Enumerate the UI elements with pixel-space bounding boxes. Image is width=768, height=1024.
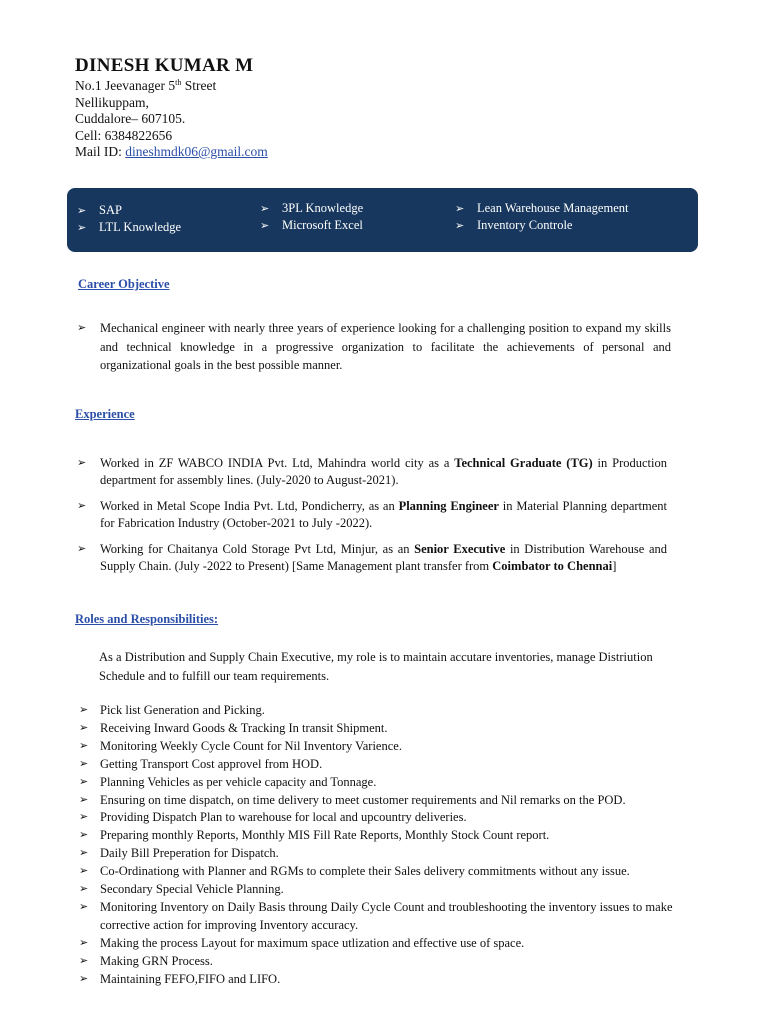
mail-label: Mail ID: — [75, 144, 126, 159]
list-item-text: Ensuring on time dispatch, on time delivery to meet customer requirements and Nil remarks on the POD. — [100, 792, 626, 807]
list-item — [75, 863, 675, 881]
list-item — [75, 809, 675, 827]
arrow-bullet-icon: ➢ — [77, 500, 87, 512]
list-item — [75, 971, 675, 989]
mail-line — [75, 144, 268, 161]
list-item-text: Monitoring Weekly Cycle Count for Nil Inventory Varience. — [100, 738, 402, 753]
experience-role: Planning Engineer — [398, 499, 499, 513]
career-objective-item — [77, 319, 671, 375]
arrow-bullet-icon: ➢ — [455, 203, 465, 215]
arrow-bullet-icon: ➢ — [77, 543, 87, 555]
list-item — [75, 881, 675, 899]
skill-label: Inventory Controle — [477, 218, 573, 232]
arrow-bullet-icon: ➢ — [77, 457, 87, 469]
arrow-bullet-icon: ➢ — [79, 847, 89, 860]
list-item-text: Secondary Special Vehicle Planning. — [100, 882, 284, 897]
address-line — [75, 78, 268, 95]
email-link[interactable]: dineshmdk06@gmail.com — [125, 144, 268, 159]
experience-text-part: in Distribution Warehouse and Supply Chain. (July -2022 to Present) [Same Management plant transfer from — [100, 542, 667, 573]
experience-item — [77, 455, 667, 489]
experience-role: Senior Executive — [414, 542, 506, 556]
list-item-text: Receiving Inward Goods & Tracking In transit Shipment. — [100, 720, 388, 735]
responsibilities-list — [75, 702, 675, 989]
locality-line: Nellikuppam, — [75, 94, 149, 110]
skill-label: SAP — [99, 203, 122, 217]
list-item-text: Getting Transport Cost approvel from HOD. — [100, 756, 323, 771]
address-superscript: th — [175, 78, 182, 87]
arrow-bullet-icon: ➢ — [79, 775, 89, 788]
roles-heading: Roles and Responsibilities: — [75, 612, 219, 626]
list-item-text: Preparing monthly Reports, Monthly MIS Fill Rate Reports, Monthly Stock Count report. — [100, 828, 550, 843]
skills-column-3 — [455, 200, 628, 234]
experience-role: Technical Graduate (TG) — [454, 456, 593, 470]
list-item-text: Co-Ordinationg with Planner and RGMs to complete their Sales delivery commitments without any issue. — [100, 864, 630, 879]
arrow-bullet-icon: ➢ — [260, 203, 270, 215]
experience-text-part: Worked in ZF WABCO INDIA Pvt. Ltd, Mahindra world city as a — [100, 456, 455, 470]
arrow-bullet-icon: ➢ — [79, 793, 89, 806]
experience-item — [77, 541, 667, 575]
candidate-name: DINESH KUMAR M — [75, 55, 254, 76]
skill-label: 3PL Knowledge — [282, 201, 364, 215]
list-item-text: Pick list Generation and Picking. — [100, 703, 265, 717]
list-item — [75, 827, 675, 845]
arrow-bullet-icon: ➢ — [79, 900, 89, 913]
experience-item — [77, 498, 667, 532]
experience-text-part: in Production department for assembly lines. (July-2020 to August-2021). — [100, 456, 667, 487]
skills-column-2 — [260, 200, 363, 234]
list-item-text: Maintaining FEFO,FIFO and LIFO. — [100, 971, 281, 986]
address-suffix: Street — [181, 78, 217, 93]
list-item — [75, 738, 675, 756]
list-item-text: Monitoring Inventory on Daily Basis throung Daily Cycle Count and troubleshooting the inventory issues to make corrective action for improving Inventory accuracy. — [100, 899, 673, 932]
arrow-bullet-icon: ➢ — [260, 220, 270, 232]
contact-block — [75, 78, 268, 161]
cell-line: Cell: 6384822656 — [75, 127, 173, 143]
skill-item — [77, 219, 181, 236]
experience-location: Coimbator to Chennai — [492, 559, 613, 573]
career-objective-text: Mechanical engineer with nearly three years of experience looking for a challenging position to expand my skills and technical knowledge in a progressive organization to facilitate the achievements of personal and organizational goals in the best possible manner. — [100, 321, 671, 372]
career-objective-heading: Career Objective — [78, 277, 170, 291]
skill-item — [260, 200, 363, 217]
list-item-text: Planning Vehicles as per vehicle capacity and Tonnage. — [100, 774, 377, 789]
arrow-bullet-icon: ➢ — [77, 322, 87, 334]
skill-item — [77, 202, 181, 219]
experience-text — [77, 498, 667, 532]
arrow-bullet-icon: ➢ — [79, 972, 89, 985]
list-item-text: Making the process Layout for maximum space utlization and effective use of space. — [100, 935, 525, 950]
city-line: Cuddalore– 607105. — [75, 111, 186, 126]
skill-item — [260, 217, 363, 234]
list-item-text: Daily Bill Preperation for Dispatch. — [100, 846, 279, 861]
list-item — [75, 702, 675, 720]
list-item — [75, 935, 675, 953]
arrow-bullet-icon: ➢ — [79, 883, 89, 896]
experience-text — [77, 455, 667, 489]
skill-label: Microsoft Excel — [282, 218, 363, 232]
experience-text — [77, 541, 667, 575]
experience-text-part: Working for Chaitanya Cold Storage Pvt Ltd, Minjur, as an — [100, 542, 415, 556]
list-item-text: Providing Dispatch Plan to warehouse for local and upcountry deliveries. — [100, 810, 467, 825]
skill-item — [455, 200, 628, 217]
list-item — [75, 756, 675, 774]
arrow-bullet-icon: ➢ — [79, 829, 89, 842]
arrow-bullet-icon: ➢ — [79, 739, 89, 752]
experience-text-part: in Material Planning department for Fabrication Industry (October-2021 to July -2022). — [100, 499, 668, 530]
experience-text-part: Worked in Metal Scope India Pvt. Ltd, Pondicherry, as an — [100, 499, 399, 513]
list-item — [75, 845, 675, 863]
list-item — [75, 774, 675, 792]
arrow-bullet-icon: ➢ — [79, 811, 89, 824]
list-item — [75, 720, 675, 738]
arrow-bullet-icon: ➢ — [79, 704, 89, 716]
experience-heading: Experience — [75, 407, 135, 421]
list-item — [75, 792, 675, 810]
arrow-bullet-icon: ➢ — [79, 721, 89, 734]
roles-intro: As a Distribution and Supply Chain Executive, my role is to maintain accutare inventories, manage Distriution Schedule and to fulfill our team requirements. — [99, 650, 653, 683]
arrow-bullet-icon: ➢ — [77, 205, 87, 217]
list-item-text: Making GRN Process. — [100, 953, 213, 968]
arrow-bullet-icon: ➢ — [77, 222, 87, 234]
list-item — [75, 953, 675, 971]
skills-column-1 — [77, 202, 181, 236]
skill-item — [455, 217, 628, 234]
arrow-bullet-icon: ➢ — [79, 936, 89, 949]
skills-box — [67, 188, 698, 252]
experience-text-part: ] — [612, 559, 617, 573]
arrow-bullet-icon: ➢ — [455, 220, 465, 232]
list-item — [75, 899, 675, 935]
skill-label: LTL Knowledge — [99, 220, 182, 234]
arrow-bullet-icon: ➢ — [79, 865, 89, 878]
arrow-bullet-icon: ➢ — [79, 757, 89, 770]
skill-label: Lean Warehouse Management — [477, 201, 629, 215]
arrow-bullet-icon: ➢ — [79, 954, 89, 967]
address-prefix: No.1 Jeevanager 5 — [75, 78, 176, 93]
